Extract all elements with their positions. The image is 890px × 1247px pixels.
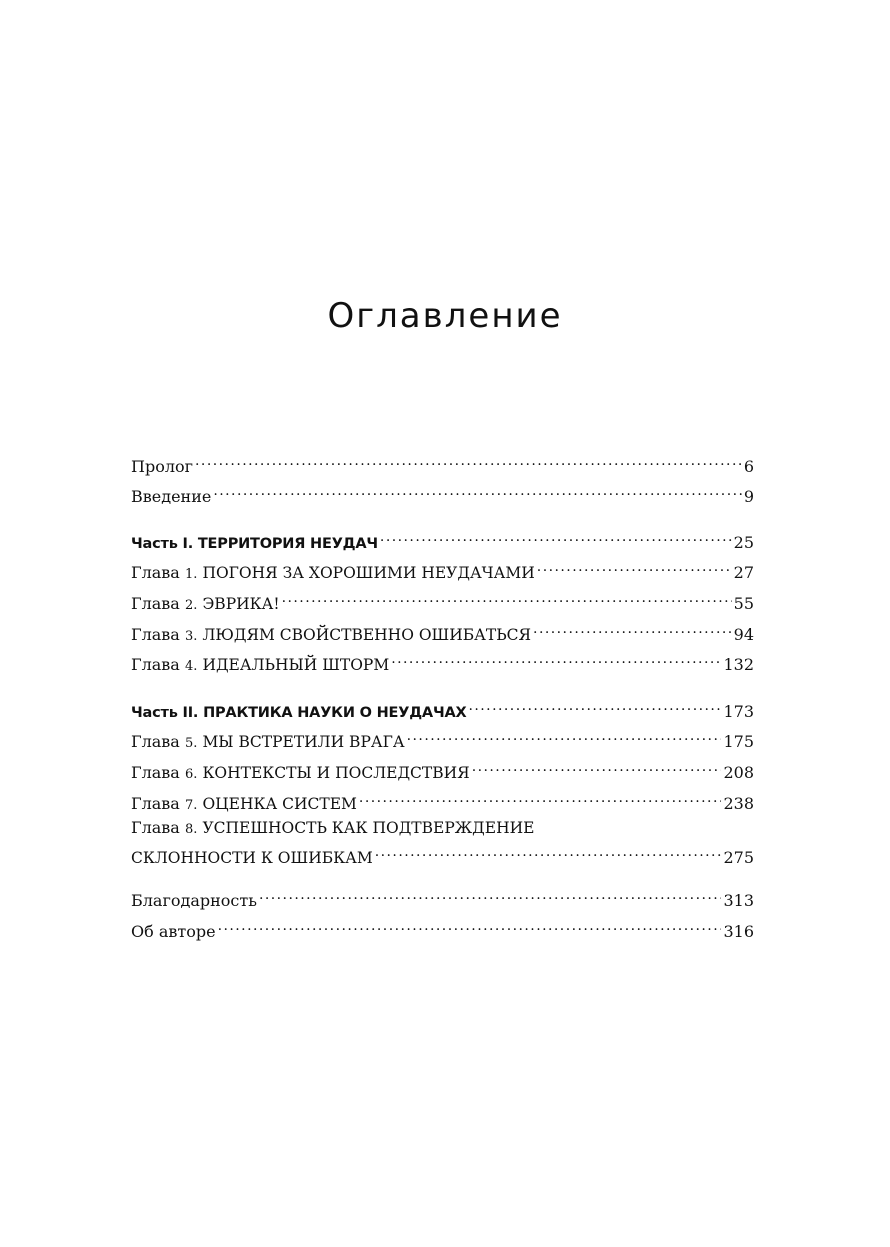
toc-entry-chapter1[interactable] <box>131 556 754 586</box>
dot-leader <box>533 618 732 640</box>
chapter-title: ПОГОНЯ ЗА ХОРОШИМИ НЕУДАЧАМИ <box>202 564 535 582</box>
chapter-number: 8. <box>184 822 198 837</box>
chapter-title-line1: УСПЕШНОСТЬ КАК ПОДТВЕРЖДЕНИЕ <box>202 819 535 837</box>
chapter-number: 1. <box>184 567 198 582</box>
toc-chapter-label <box>131 654 389 678</box>
toc-page-number: 27 <box>733 563 754 582</box>
dot-leader <box>380 526 732 548</box>
chapter-number: 7. <box>184 798 198 813</box>
toc-page-number: 25 <box>733 533 754 552</box>
toc-entry-about[interactable] <box>131 915 754 943</box>
toc-part-label: Часть II. ПРАКТИКА НАУКИ О НЕУДАЧАХ <box>131 705 467 721</box>
chapter-prefix: Глава <box>131 732 180 751</box>
chapter-number: 6. <box>184 767 198 782</box>
chapter-number: 4. <box>184 659 198 674</box>
chapter-prefix: Глава <box>131 818 180 837</box>
chapter-prefix: Глава <box>131 794 180 813</box>
toc-page-number: 275 <box>723 848 754 867</box>
toc-page-number: 6 <box>743 457 754 476</box>
dot-leader <box>375 841 722 863</box>
toc-chapter-label <box>131 562 535 586</box>
toc-page-number: 208 <box>723 763 754 782</box>
toc-entry-chapter7[interactable] <box>131 787 754 817</box>
toc-chapter-label-line1 <box>131 817 754 841</box>
toc-chapter-label <box>131 793 357 817</box>
toc-page-number: 9 <box>743 487 754 506</box>
chapter-prefix: Глава <box>131 625 180 644</box>
toc-entry-chapter2[interactable] <box>131 587 754 617</box>
toc-entry-chapter3[interactable] <box>131 618 754 648</box>
toc-entry-chapter8[interactable] <box>131 817 754 869</box>
toc-entry-label: Об авторе <box>131 922 216 941</box>
dot-leader <box>537 556 732 578</box>
toc-entry-label: Благодарность <box>131 891 257 910</box>
chapter-number: 2. <box>184 598 198 613</box>
chapter-title: ОЦЕНКА СИСТЕМ <box>202 795 357 813</box>
toc-entry-prolog[interactable] <box>131 450 754 478</box>
toc-page-number: 313 <box>723 891 754 910</box>
page-title: Оглавление <box>327 296 563 336</box>
dot-leader <box>259 884 722 906</box>
dot-leader <box>213 480 741 502</box>
chapter-title: ЭВРИКА! <box>202 595 280 613</box>
chapter-title-line2: СКЛОННОСТИ К ОШИБКАМ <box>131 849 373 867</box>
toc-page-number: 238 <box>723 794 754 813</box>
chapter-prefix: Глава <box>131 563 180 582</box>
toc-entry-intro[interactable] <box>131 480 754 508</box>
chapter-number: 3. <box>184 629 198 644</box>
chapter-title: ЛЮДЯМ СВОЙСТВЕННО ОШИБАТЬСЯ <box>202 626 532 644</box>
dot-leader <box>282 587 732 609</box>
toc-chapter-label-line2 <box>131 841 754 869</box>
chapter-prefix: Глава <box>131 594 180 613</box>
dot-leader <box>407 725 722 747</box>
chapter-number: 5. <box>184 736 198 751</box>
toc-page-number: 316 <box>723 922 754 941</box>
toc-page-number: 94 <box>733 625 754 644</box>
toc-entry-label: Введение <box>131 487 212 506</box>
dot-leader <box>195 450 742 472</box>
toc-entry-chapter6[interactable] <box>131 756 754 786</box>
toc-page-number: 55 <box>733 594 754 613</box>
dot-leader <box>218 915 722 937</box>
toc-chapter-label <box>131 624 531 648</box>
toc-part-label: Часть I. ТЕРРИТОРИЯ НЕУДАЧ <box>131 536 378 552</box>
toc-entry-label: Пролог <box>131 457 194 476</box>
dot-leader <box>359 787 722 809</box>
toc-chapter-label <box>131 762 470 786</box>
toc-entry-part2[interactable] <box>131 695 754 724</box>
chapter-prefix: Глава <box>131 655 180 674</box>
chapter-title: ИДЕАЛЬНЫЙ ШТОРМ <box>202 656 390 674</box>
toc-entry-part1[interactable] <box>131 526 754 555</box>
chapter-title: КОНТЕКСТЫ И ПОСЛЕДСТВИЯ <box>202 764 470 782</box>
dot-leader <box>391 648 721 670</box>
toc-entry-chapter4[interactable] <box>131 648 754 678</box>
toc-entry-thanks[interactable] <box>131 884 754 912</box>
toc-chapter-label <box>131 593 280 617</box>
chapter-title: МЫ ВСТРЕТИЛИ ВРАГА <box>202 733 405 751</box>
toc-page-number: 132 <box>723 655 754 674</box>
toc-chapter-label <box>131 731 405 755</box>
chapter-prefix: Глава <box>131 763 180 782</box>
dot-leader <box>472 756 722 778</box>
toc-entry-chapter5[interactable] <box>131 725 754 755</box>
dot-leader <box>468 695 721 717</box>
toc-page-number: 173 <box>723 702 754 721</box>
toc-page-number: 175 <box>723 732 754 751</box>
